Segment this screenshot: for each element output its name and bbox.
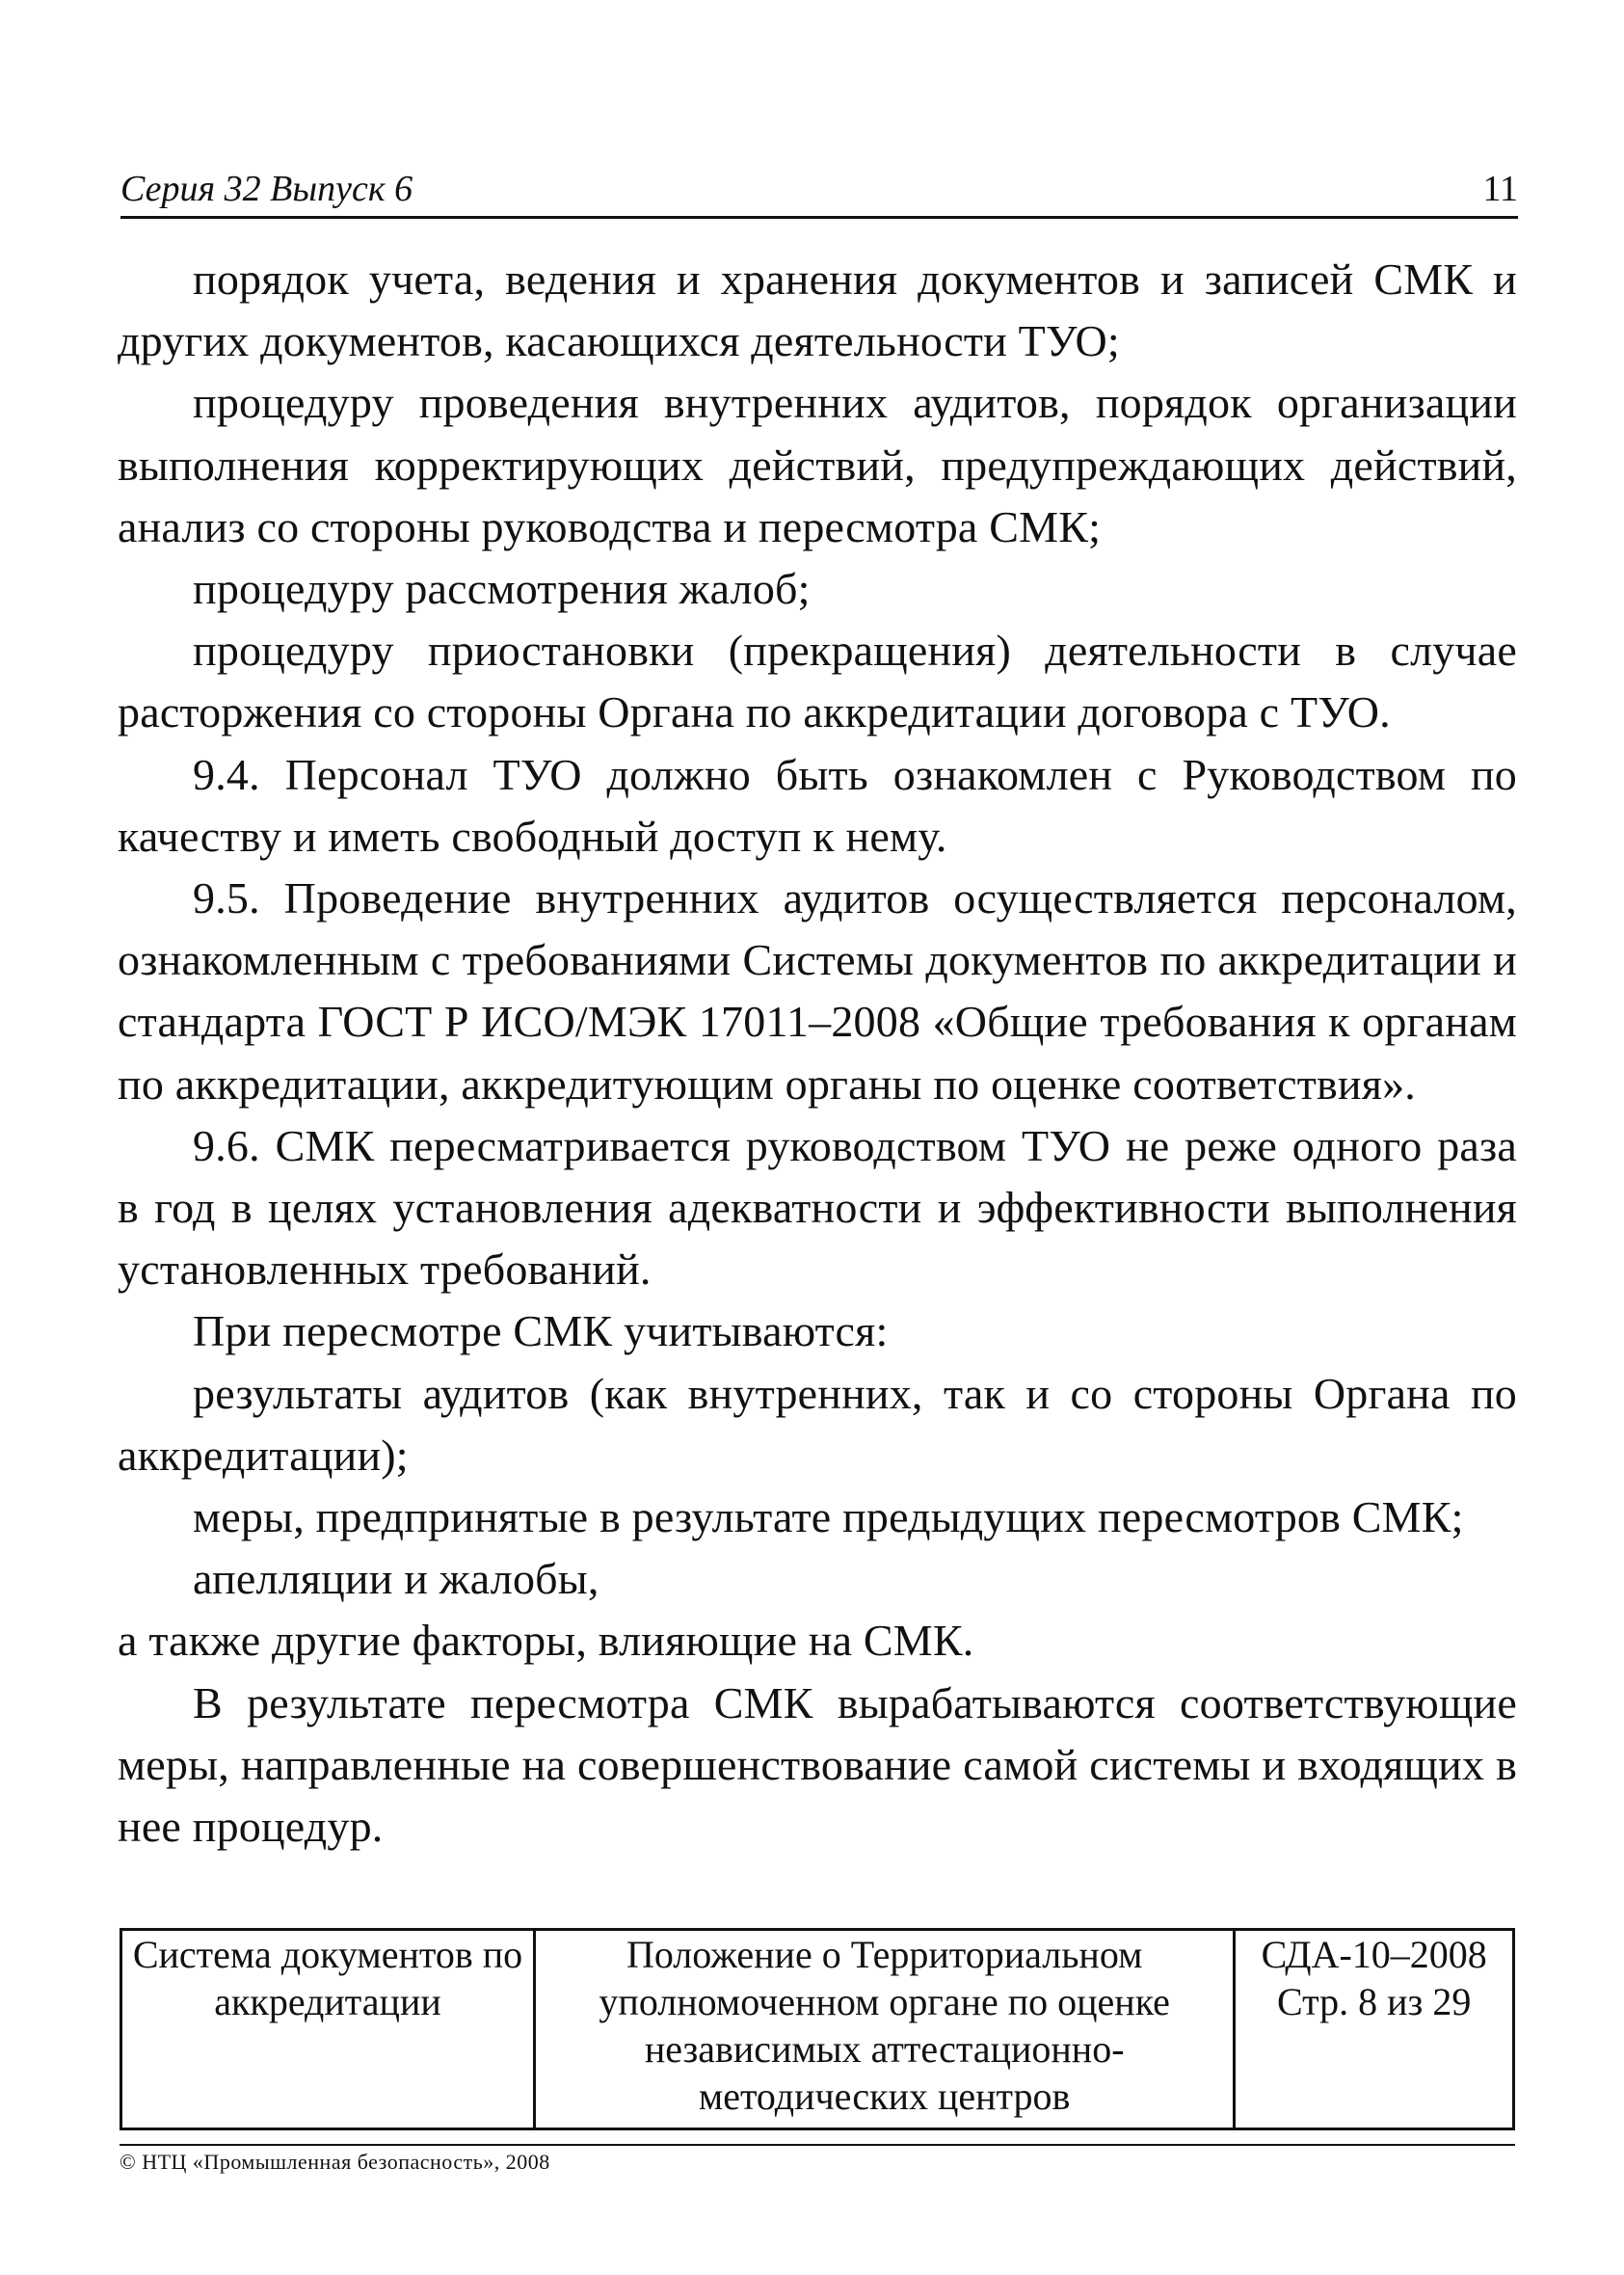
- copyright-notice: © НТЦ «Промышленная безопасность», 2008: [120, 2150, 550, 2174]
- footer-table-row: [121, 1930, 1514, 2129]
- paragraph: 9.5. Проведение внутренних аудитов осуществляется персоналом, ознакомленным с требованиями Системы документов по аккредитации и стандарта ГОСТ Р ИСО/МЭК 17011–2008 «Общие требования к органам по аккредитации, аккредитующим органы по оценке соответствия».: [118, 873, 1517, 1109]
- paragraph: При пересмотре СМК учитываются:: [193, 1306, 889, 1356]
- footer-document-code: СДА-10–2008: [1261, 1933, 1487, 1976]
- paragraph: результаты аудитов (как внутренних, так и со стороны Органа по аккредитации);: [118, 1368, 1517, 1480]
- series-title: Серия 32 Выпуск 6: [120, 169, 413, 209]
- footer-document-title: Положение о Территориальном уполномоченном органе по оценке независимых аттестационно-методических центров: [534, 1930, 1234, 2129]
- copyright-divider: [120, 2144, 1515, 2146]
- paragraph: процедуру проведения внутренних аудитов, порядок организации выполнения корректирующих действий, предупреждающих действий, анализ со стороны руководства и пересмотра СМК;: [118, 378, 1517, 551]
- body-text: [118, 249, 1517, 1858]
- paragraph: порядок учета, ведения и хранения документов и записей СМК и других документов, касающихся деятельности ТУО;: [118, 254, 1517, 366]
- footer-system-name: Система документов по аккредитации: [121, 1930, 535, 2129]
- paragraph: апелляции и жалобы,: [193, 1554, 599, 1604]
- document-footer-table: [120, 1928, 1515, 2130]
- paragraph: а также другие факторы, влияющие на СМК.: [118, 1616, 974, 1666]
- page-number: 11: [1482, 169, 1518, 209]
- paragraph: 9.6. СМК пересматривается руководством ТУО не реже одного раза в год в целях установления адекватности и эффективности выполнения установленных требований.: [118, 1120, 1517, 1295]
- paragraph: меры, предпринятые в результате предыдущих пересмотров СМК;: [193, 1492, 1464, 1542]
- footer-document-code-cell: [1235, 1930, 1514, 2129]
- page-header: [120, 152, 1518, 219]
- footer-page-count: Стр. 8 из 29: [1277, 1980, 1472, 2023]
- paragraph: процедуру рассмотрения жалоб;: [193, 564, 811, 614]
- paragraph: процедуру приостановки (прекращения) деятельности в случае расторжения со стороны Органа по аккредитации договора с ТУО.: [118, 626, 1517, 737]
- paragraph: 9.4. Персонал ТУО должно быть ознакомлен с Руководством по качеству и иметь свободный доступ к нему.: [118, 749, 1517, 861]
- paragraph: В результате пересмотра СМК вырабатываются соответствующие меры, направленные на совершенствование самой системы и входящих в нее процедур.: [118, 1677, 1517, 1852]
